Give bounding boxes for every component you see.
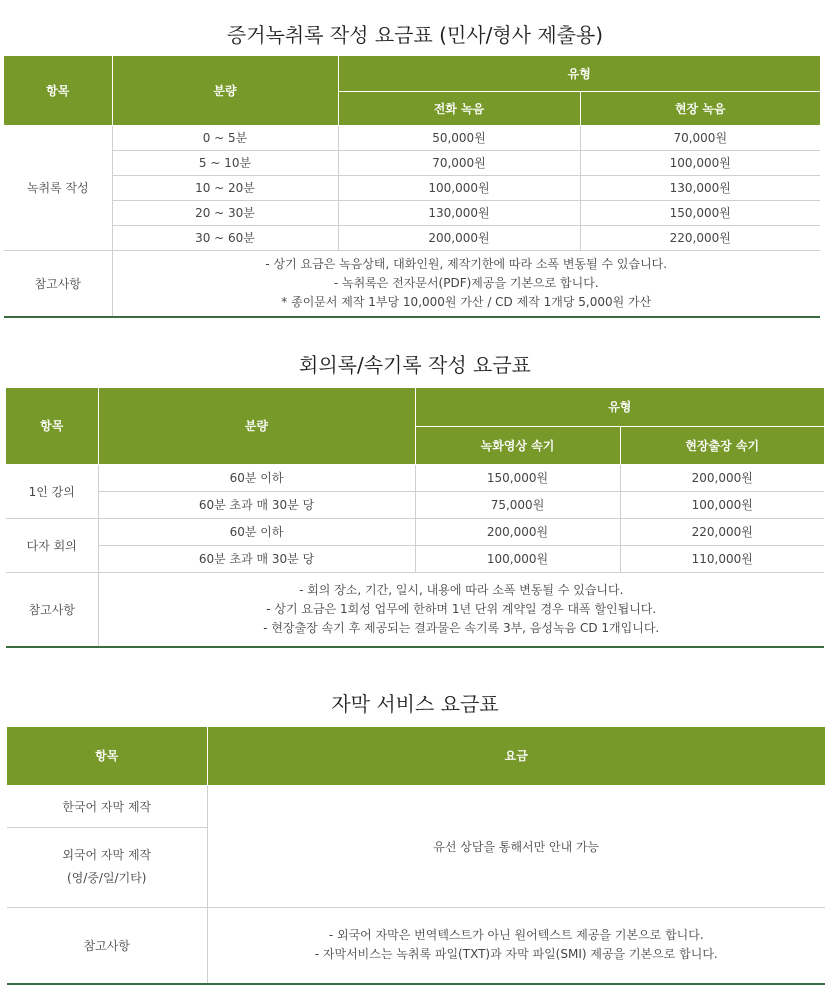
amount-cell: 60분 초과 매 30분 당 [98,491,415,518]
notes-cell [112,250,820,317]
price-cell: 130,000원 [338,200,580,225]
price-cell: 220,000원 [620,518,824,545]
amount-cell: 10 ~ 20분 [112,175,338,200]
section3-title: 자막 서비스 요금표 [331,692,499,716]
header-phone-recording: 전화 녹음 [338,91,580,125]
header-item: 항목 [7,727,207,785]
price-cell: 75,000원 [415,491,620,518]
table-row [6,518,824,545]
note-line: * 종이문서 제작 1부당 10,000원 가산 / CD 제작 1개당 5,000원 가산 [281,294,652,309]
note-line: - 회의 장소, 기간, 일시, 내용에 따라 소폭 변동될 수 있습니다. [299,582,624,597]
price-cell: 200,000원 [338,225,580,250]
note-line: - 녹취록은 전자문서(PDF)제공을 기본으로 합니다. [333,275,599,290]
amount-cell: 60분 이하 [98,518,415,545]
section1-title: 증거녹취록 작성 요금표 (민사/형사 제출용) [226,23,604,47]
notes-row [7,907,825,984]
table-row [6,464,824,491]
table-row [4,200,820,225]
header-video-stenography: 녹화영상 속기 [415,426,620,464]
row-label-transcript: 녹취록 작성 [4,125,112,250]
header-item: 항목 [6,388,98,464]
table-row [4,125,820,150]
price-cell: 50,000원 [338,125,580,150]
section2-title: 회의록/속기록 작성 요금표 [299,353,531,377]
foreign-subtitle-item [7,827,207,907]
row-label-lecture: 1인 강의 [6,464,98,518]
price-cell: 70,000원 [338,150,580,175]
price-cell: 100,000원 [338,175,580,200]
note-line: - 상기 요금은 녹음상태, 대화인원, 제작기한에 따라 소폭 변동될 수 있습니다. [265,256,668,271]
price-cell: 100,000원 [580,150,820,175]
price-cell: 70,000원 [580,125,820,150]
table-row [7,785,825,827]
amount-cell: 5 ~ 10분 [112,150,338,175]
header-amount: 분량 [112,56,338,125]
foreign-subtitle-label: 외국어 자막 제작 [62,848,152,862]
price-cell: 150,000원 [580,200,820,225]
header-amount: 분량 [98,388,415,464]
foreign-subtitle-languages: (영/중/일/기타) [67,871,147,885]
notes-cell [207,907,825,984]
notes-label: 참고사항 [7,907,207,984]
notes-label: 참고사항 [6,572,98,647]
price-cell: 110,000원 [620,545,824,572]
amount-cell: 30 ~ 60분 [112,225,338,250]
table-row [4,150,820,175]
header-onsite-recording: 현장 녹음 [580,91,820,125]
table-row [4,225,820,250]
table-row [6,491,824,518]
price-cell: 220,000원 [580,225,820,250]
notes-cell [98,572,824,647]
note-line: - 자막서비스는 녹취록 파일(TXT)과 자막 파일(SMI) 제공을 기본으로 합니다. [314,947,718,962]
price-cell: 150,000원 [415,464,620,491]
amount-cell: 20 ~ 30분 [112,200,338,225]
fee-consultation-cell: 유선 상담을 통해서만 안내 가능 [207,785,825,907]
row-label-meeting: 다자 회의 [6,518,98,572]
notes-row [6,572,824,647]
table-row [4,175,820,200]
korean-subtitle-item: 한국어 자막 제작 [7,785,207,827]
recording-transcript-fee-table [4,56,820,318]
amount-cell: 60분 초과 매 30분 당 [98,545,415,572]
header-fee: 요금 [207,727,825,785]
subtitle-service-fee-table [7,727,825,985]
notes-row [4,250,820,317]
notes-label: 참고사항 [4,250,112,317]
table-row [6,545,824,572]
price-cell: 100,000원 [620,491,824,518]
header-type: 유형 [415,388,824,426]
header-item: 항목 [4,56,112,125]
amount-cell: 60분 이하 [98,464,415,491]
header-onsite-stenography: 현장출장 속기 [620,426,824,464]
price-cell: 130,000원 [580,175,820,200]
price-cell: 100,000원 [415,545,620,572]
price-cell: 200,000원 [415,518,620,545]
note-line: - 외국어 자막은 번역텍스트가 아닌 원어텍스트 제공을 기본으로 합니다. [328,928,704,943]
header-type: 유형 [338,56,820,91]
amount-cell: 0 ~ 5분 [112,125,338,150]
note-line: - 현장출장 속기 후 제공되는 결과물은 속기록 3부, 음성녹음 CD 1개입니다. [263,620,660,635]
price-cell: 200,000원 [620,464,824,491]
minutes-stenography-fee-table [6,388,824,648]
note-line: - 상기 요금은 1회성 업무에 한하며 1년 단위 계약일 경우 대폭 할인됩니다. [266,601,657,616]
